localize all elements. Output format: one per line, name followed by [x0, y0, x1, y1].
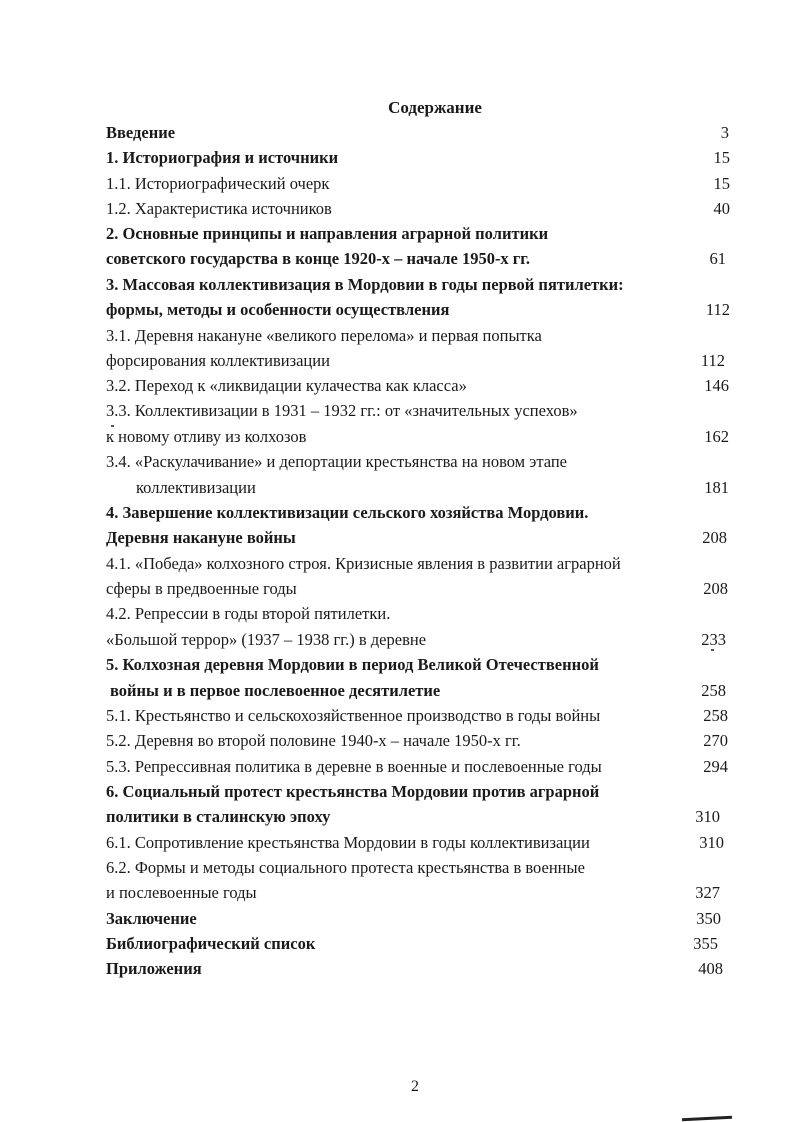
toc-entry-page: 162 [704, 427, 729, 446]
toc-entry-page: 350 [696, 909, 721, 928]
toc-entry-page: 112 [700, 351, 725, 370]
toc-entry-page: 294 [703, 757, 728, 776]
toc-entry-text: 5. Колхозная деревня Мордовии в период Великой Отечественной [106, 655, 599, 674]
toc-entry-page: 181 [704, 478, 729, 497]
toc-entry-text: Деревня накануне войны [106, 528, 296, 547]
toc-entry-text: к новому отливу из колхозов [106, 427, 307, 446]
toc-entry-text: 6.1. Сопротивление крестьянства Мордовии в годы коллективизации [106, 833, 590, 852]
toc-entry-text: 1.2. Характеристика источников [106, 199, 332, 218]
toc-entry-page: 258 [703, 706, 728, 725]
toc-entry-text: 3.1. Деревня накануне «великого перелома» и первая попытка [106, 326, 542, 345]
toc-entry-page: 270 [703, 731, 728, 750]
toc-entry-text: и послевоенные годы [106, 883, 257, 902]
toc-entry-text: 1. Историография и источники [106, 148, 339, 167]
toc-entry-text: коллективизации [136, 478, 256, 497]
toc-entry-page: 408 [698, 959, 723, 978]
toc-entry-text: Библиографический список [106, 934, 316, 953]
toc-entry-text: 3.3. Коллективизации в 1931 – 1932 гг.: от «значительных успехов» [106, 401, 578, 420]
toc-entry-text: советского государства в конце 1920-х – начале 1950-х гг. [106, 249, 531, 268]
toc-entry-page: 258 [701, 681, 726, 700]
toc-entry-page: 310 [699, 833, 724, 852]
scan-speck [711, 649, 714, 651]
toc-entry-page: 112 [705, 300, 730, 319]
toc-entry-text: 5.2. Деревня во второй половине 1940-х – начале 1950-х гг. [106, 731, 521, 750]
toc-entry-page: 233 [701, 630, 726, 649]
toc-entry-text: 4. Завершение коллективизации сельского хозяйства Мордовии. [106, 503, 589, 522]
toc-entry-text: 3.4. «Раскулачивание» и депортации крестьянства на новом этапе [106, 452, 568, 471]
toc-entry-page: 310 [695, 807, 720, 826]
toc-entry-text: политики в сталинскую эпоху [106, 807, 331, 826]
toc-entry-page: 208 [703, 579, 728, 598]
toc-entry-text: Заключение [106, 909, 197, 928]
toc-entry-page: 40 [713, 199, 730, 218]
toc-entry-text: 6. Социальный протест крестьянства Мордовии против аграрной [106, 782, 600, 801]
toc-entry-text: 5.3. Репрессивная политика в деревне в военные и послевоенные годы [106, 757, 602, 776]
toc-entry-text: 3. Массовая коллективизация в Мордовии в годы первой пятилетки: [106, 275, 624, 294]
toc-entry-text: сферы в предвоенные годы [106, 579, 297, 598]
toc-entry-page: 208 [702, 528, 727, 547]
toc-entry-text: «Большой террор» (1937 – 1938 гг.) в деревне [106, 630, 427, 649]
toc-entry-text: формы, методы и особенности осуществления [106, 300, 450, 319]
toc-entry-page: 3 [720, 123, 729, 142]
toc-entry-text: войны и в первое послевоенное десятилетие [110, 681, 441, 700]
toc-entry-text: 6.2. Формы и методы социального протеста крестьянства в военные [106, 858, 585, 877]
toc-entry-text: 4.2. Репрессии в годы второй пятилетки. [106, 604, 391, 623]
toc-entry-text: Приложения [106, 959, 202, 978]
toc-entry-text: Введение [106, 123, 176, 142]
page-title: Содержание [388, 98, 482, 117]
toc-entry-text: 4.1. «Победа» колхозного строя. Кризисные явления в развитии аграрной [106, 554, 621, 573]
toc-entry-text: 1.1. Историографический очерк [106, 174, 330, 193]
toc-entry-text: 3.2. Переход к «ликвидации кулачества как класса» [106, 376, 467, 395]
page-number: 2 [411, 1078, 419, 1095]
toc-entry-text: 5.1. Крестьянство и сельскохозяйственное производство в годы войны [106, 706, 601, 725]
toc-entry-page: 15 [713, 174, 730, 193]
toc-entry-page: 355 [693, 934, 718, 953]
toc-entry-text: форсирования коллективизации [106, 351, 330, 370]
scan-speck [111, 425, 114, 427]
toc-entry-text: 2. Основные принципы и направления аграрной политики [106, 224, 549, 243]
toc-entry-page: 61 [709, 249, 726, 268]
toc-entry-page: 15 [713, 148, 730, 167]
toc-entry-page: 146 [704, 376, 729, 395]
toc-entry-page: 327 [695, 883, 720, 902]
